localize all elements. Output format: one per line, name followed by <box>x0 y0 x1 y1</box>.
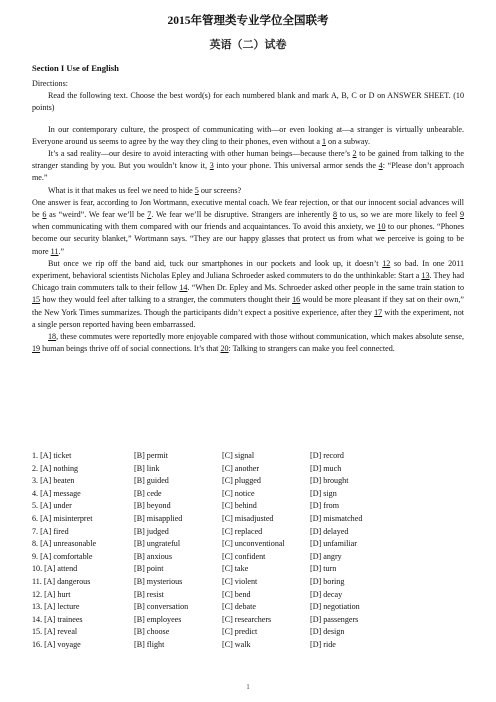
option-choice: [C] predict <box>222 627 258 637</box>
passage-text: .” <box>58 246 65 256</box>
blank-number: 14 <box>179 283 188 293</box>
blank-number: 18 <box>48 332 57 342</box>
option-choice: [B] point <box>134 564 164 574</box>
passage-text: so bad. In one 2011 experiment, behavioral scientists Nicholas Epley and Juliana Schroeder asked commuters to do the unthinkable: Start a <box>32 258 465 281</box>
option-choice: [B] mysterious <box>134 576 183 586</box>
option-choice: [C] signal <box>222 451 255 460</box>
directions-label: Directions: <box>32 79 68 88</box>
option-choice: [C] another <box>222 463 260 473</box>
passage-text: . “When Dr. Epley and Ms. Schroeder asked other people in the same train station to <box>187 283 464 293</box>
option-choice: 3. [A] beaten <box>32 476 75 486</box>
passage-text: , these commutes were reportedly more enjoyable compared with those without communication, which makes absolute sense, <box>56 332 464 342</box>
passage-text: how they would feel after talking to a stranger, the commuters thought their <box>40 295 293 305</box>
option-choice: [D] ride <box>310 639 336 649</box>
passage-text: our screens? <box>198 185 242 195</box>
passage-text: with the experiment, not a single person reported having been embarrassed. <box>32 307 464 329</box>
blank-number: 2 <box>352 149 357 159</box>
option-row <box>32 551 410 564</box>
option-choice: [C] violent <box>222 576 258 586</box>
option-choice: 7. [A] fired <box>32 526 69 536</box>
option-choice: [D] decay <box>310 589 343 599</box>
option-choice: [D] angry <box>310 551 342 561</box>
options-list <box>32 450 410 652</box>
paragraph-2 <box>32 148 464 185</box>
option-row <box>32 538 410 551</box>
paragraph-1 <box>32 124 464 148</box>
passage-text: What is it that makes us feel we need to hide <box>48 185 195 195</box>
option-choice: 9. [A] comfortable <box>32 551 93 561</box>
passage-text: In our contemporary culture, the prospect of communicating with—or even looking at—a stranger is virtually unbearable. Everyone around us seems to agree by the way they cling to their phones, even without a <box>32 124 464 146</box>
option-choice: [D] turn <box>310 564 337 574</box>
option-choice: [D] sign <box>310 488 337 498</box>
passage-text: as “weird”. We fear we’ll be <box>46 210 148 220</box>
option-choice: [D] boring <box>310 576 345 586</box>
option-choice: 2. [A] nothing <box>32 463 79 473</box>
option-row <box>32 463 410 476</box>
option-choice: [B] link <box>134 463 160 473</box>
paragraph-4 <box>32 197 464 258</box>
exam-subtitle: 英语（二）试卷 <box>209 39 287 51</box>
blank-number: 5 <box>194 185 199 195</box>
option-choice: [D] unfamiliar <box>310 539 357 549</box>
passage-text: : Talking to strangers can make you feel connected. <box>228 344 395 354</box>
blank-number: 20 <box>220 344 229 354</box>
option-choice: [C] replaced <box>222 526 263 536</box>
option-choice: [D] delayed <box>310 526 349 536</box>
option-choice: [D] passengers <box>310 614 359 624</box>
exam-title: 2015年管理类专业学位全国联考 <box>167 15 329 27</box>
passage-text: to us, so we are more likely to feel <box>337 210 460 220</box>
option-choice: [D] much <box>310 463 342 473</box>
option-row <box>32 626 410 639</box>
option-choice: [B] employees <box>134 614 182 624</box>
option-choice: 12. [A] hurt <box>32 589 71 599</box>
option-choice: [C] researchers <box>222 614 272 624</box>
option-choice: [D] from <box>310 501 339 511</box>
blank-number: 6 <box>42 210 47 220</box>
option-choice: [B] cede <box>134 488 162 498</box>
option-row <box>32 450 410 463</box>
paragraph-3 <box>32 185 464 197</box>
option-choice: [C] unconventional <box>222 539 285 549</box>
option-choice: 13. [A] lecture <box>32 602 80 612</box>
option-choice: [D] brought <box>310 476 349 486</box>
option-choice: [C] walk <box>222 639 251 649</box>
option-choice: 6. [A] misinterpret <box>32 513 93 523</box>
option-choice: [D] mismatched <box>310 513 363 523</box>
option-choice: [D] negotiation <box>310 602 360 612</box>
option-choice: 10. [A] attend <box>32 564 78 574</box>
option-row <box>32 513 410 526</box>
paragraph-5 <box>32 258 464 331</box>
blank-number: 4 <box>378 161 383 171</box>
option-choice: [B] misapplied <box>134 513 183 523</box>
option-choice: 16. [A] voyage <box>32 639 81 649</box>
option-choice: 4. [A] message <box>32 488 81 498</box>
option-choice: [B] guided <box>134 476 169 486</box>
passage-text: when communicating with them compared with our friends and acquaintances. To avoid this anxiety, we <box>32 222 378 232</box>
option-choice: [C] notice <box>222 488 255 498</box>
blank-number: 16 <box>292 295 301 305</box>
option-choice: [C] confident <box>222 551 266 561</box>
option-choice: [B] permit <box>134 451 168 460</box>
blank-number: 7 <box>147 210 152 220</box>
directions-text: Read the following text. Choose the best word(s) for each numbered blank and mark A, B, C or D on ANSWER SHEET. (10 points) <box>32 91 464 113</box>
option-choice: [D] design <box>310 627 345 637</box>
passage-body <box>32 78 464 355</box>
option-choice: [B] resist <box>134 589 164 599</box>
paragraph-6 <box>32 331 464 355</box>
option-choice: [D] record <box>310 451 344 460</box>
passage-text: . We fear we’ll be disruptive. Strangers are inherently <box>151 210 333 220</box>
passage-text: on a subway. <box>326 136 370 146</box>
passage-text: It’s a sad reality—our desire to avoid interacting with other human beings—because there’s <box>48 149 353 159</box>
blank-number: 12 <box>382 258 391 268</box>
blank-number: 8 <box>332 210 338 220</box>
option-row <box>32 500 410 513</box>
option-choice: 11. [A] dangerous <box>32 576 91 586</box>
option-choice: [C] behind <box>222 501 257 511</box>
option-choice: [B] choose <box>134 627 170 637</box>
option-choice: [B] anxious <box>134 551 172 561</box>
option-choice: 15. [A] reveal <box>32 627 78 637</box>
blank-number: 1 <box>321 136 326 146</box>
blank-number: 17 <box>374 307 383 317</box>
option-row <box>32 589 410 602</box>
passage-text: to be gained from talking to the stranger standing by you. But you wouldn’t know it, <box>32 149 464 171</box>
passage-text: would be more pleasant if they sat on their own,” the New York Times summarizes. Though the participants didn’t expect a positive experience, after they <box>32 295 464 317</box>
blank-number: 9 <box>459 210 464 220</box>
option-choice: [C] misadjusted <box>222 513 274 523</box>
option-choice: 8. [A] unreasonable <box>32 539 97 549</box>
option-row <box>32 576 410 589</box>
option-row <box>32 488 410 501</box>
option-choice: [B] ungrateful <box>134 539 181 549</box>
option-choice: 1. [A] ticket <box>32 451 72 460</box>
option-row <box>32 475 410 488</box>
page-number: 1 <box>246 683 250 691</box>
option-row <box>32 601 410 614</box>
passage-text: But once we rip off the band aid, tuck our smartphones in our pockets and look up, it doesn’t <box>48 258 383 268</box>
option-row <box>32 526 410 539</box>
option-choice: 14. [A] trainees <box>32 614 83 624</box>
blank-number: 10 <box>377 222 386 232</box>
passage-text: into your phone. This universal armor sends the <box>213 161 379 171</box>
option-choice: [C] take <box>222 564 249 574</box>
blank-number: 13 <box>421 271 430 281</box>
option-choice: 5. [A] under <box>32 501 72 511</box>
option-row <box>32 563 410 576</box>
blank-number: 11 <box>50 246 59 256</box>
option-choice: [B] flight <box>134 639 165 649</box>
passage-text: . They had Chicago train commuters talk to their fellow <box>32 271 465 293</box>
passage-text: to our phones. “Phones become our security blanket,” Wortmann says. “They are our happy glasses that protect us from what we perceive is going to be more <box>32 222 464 256</box>
option-choice: [C] plugged <box>222 476 261 486</box>
blank-number: 15 <box>32 295 41 305</box>
option-row <box>32 639 410 652</box>
passage-text: One answer is fear, according to Jon Wortmann, executive mental coach. We fear rejection, or that our innocent social advances will be <box>32 197 464 220</box>
option-choice: [C] debate <box>222 602 256 612</box>
option-choice: [B] judged <box>134 526 169 536</box>
passage-text: human beings thrive off of social connections. It’s that <box>40 344 221 354</box>
blank-number: 19 <box>32 344 41 354</box>
blank-number: 3 <box>209 161 214 171</box>
option-choice: [B] conversation <box>134 602 189 612</box>
option-row <box>32 614 410 627</box>
section-title: Section I Use of English <box>32 63 119 73</box>
passage-text: : “Please don’t approach me.” <box>32 161 464 183</box>
option-choice: [B] beyond <box>134 501 171 511</box>
option-choice: [C] bend <box>222 589 251 599</box>
